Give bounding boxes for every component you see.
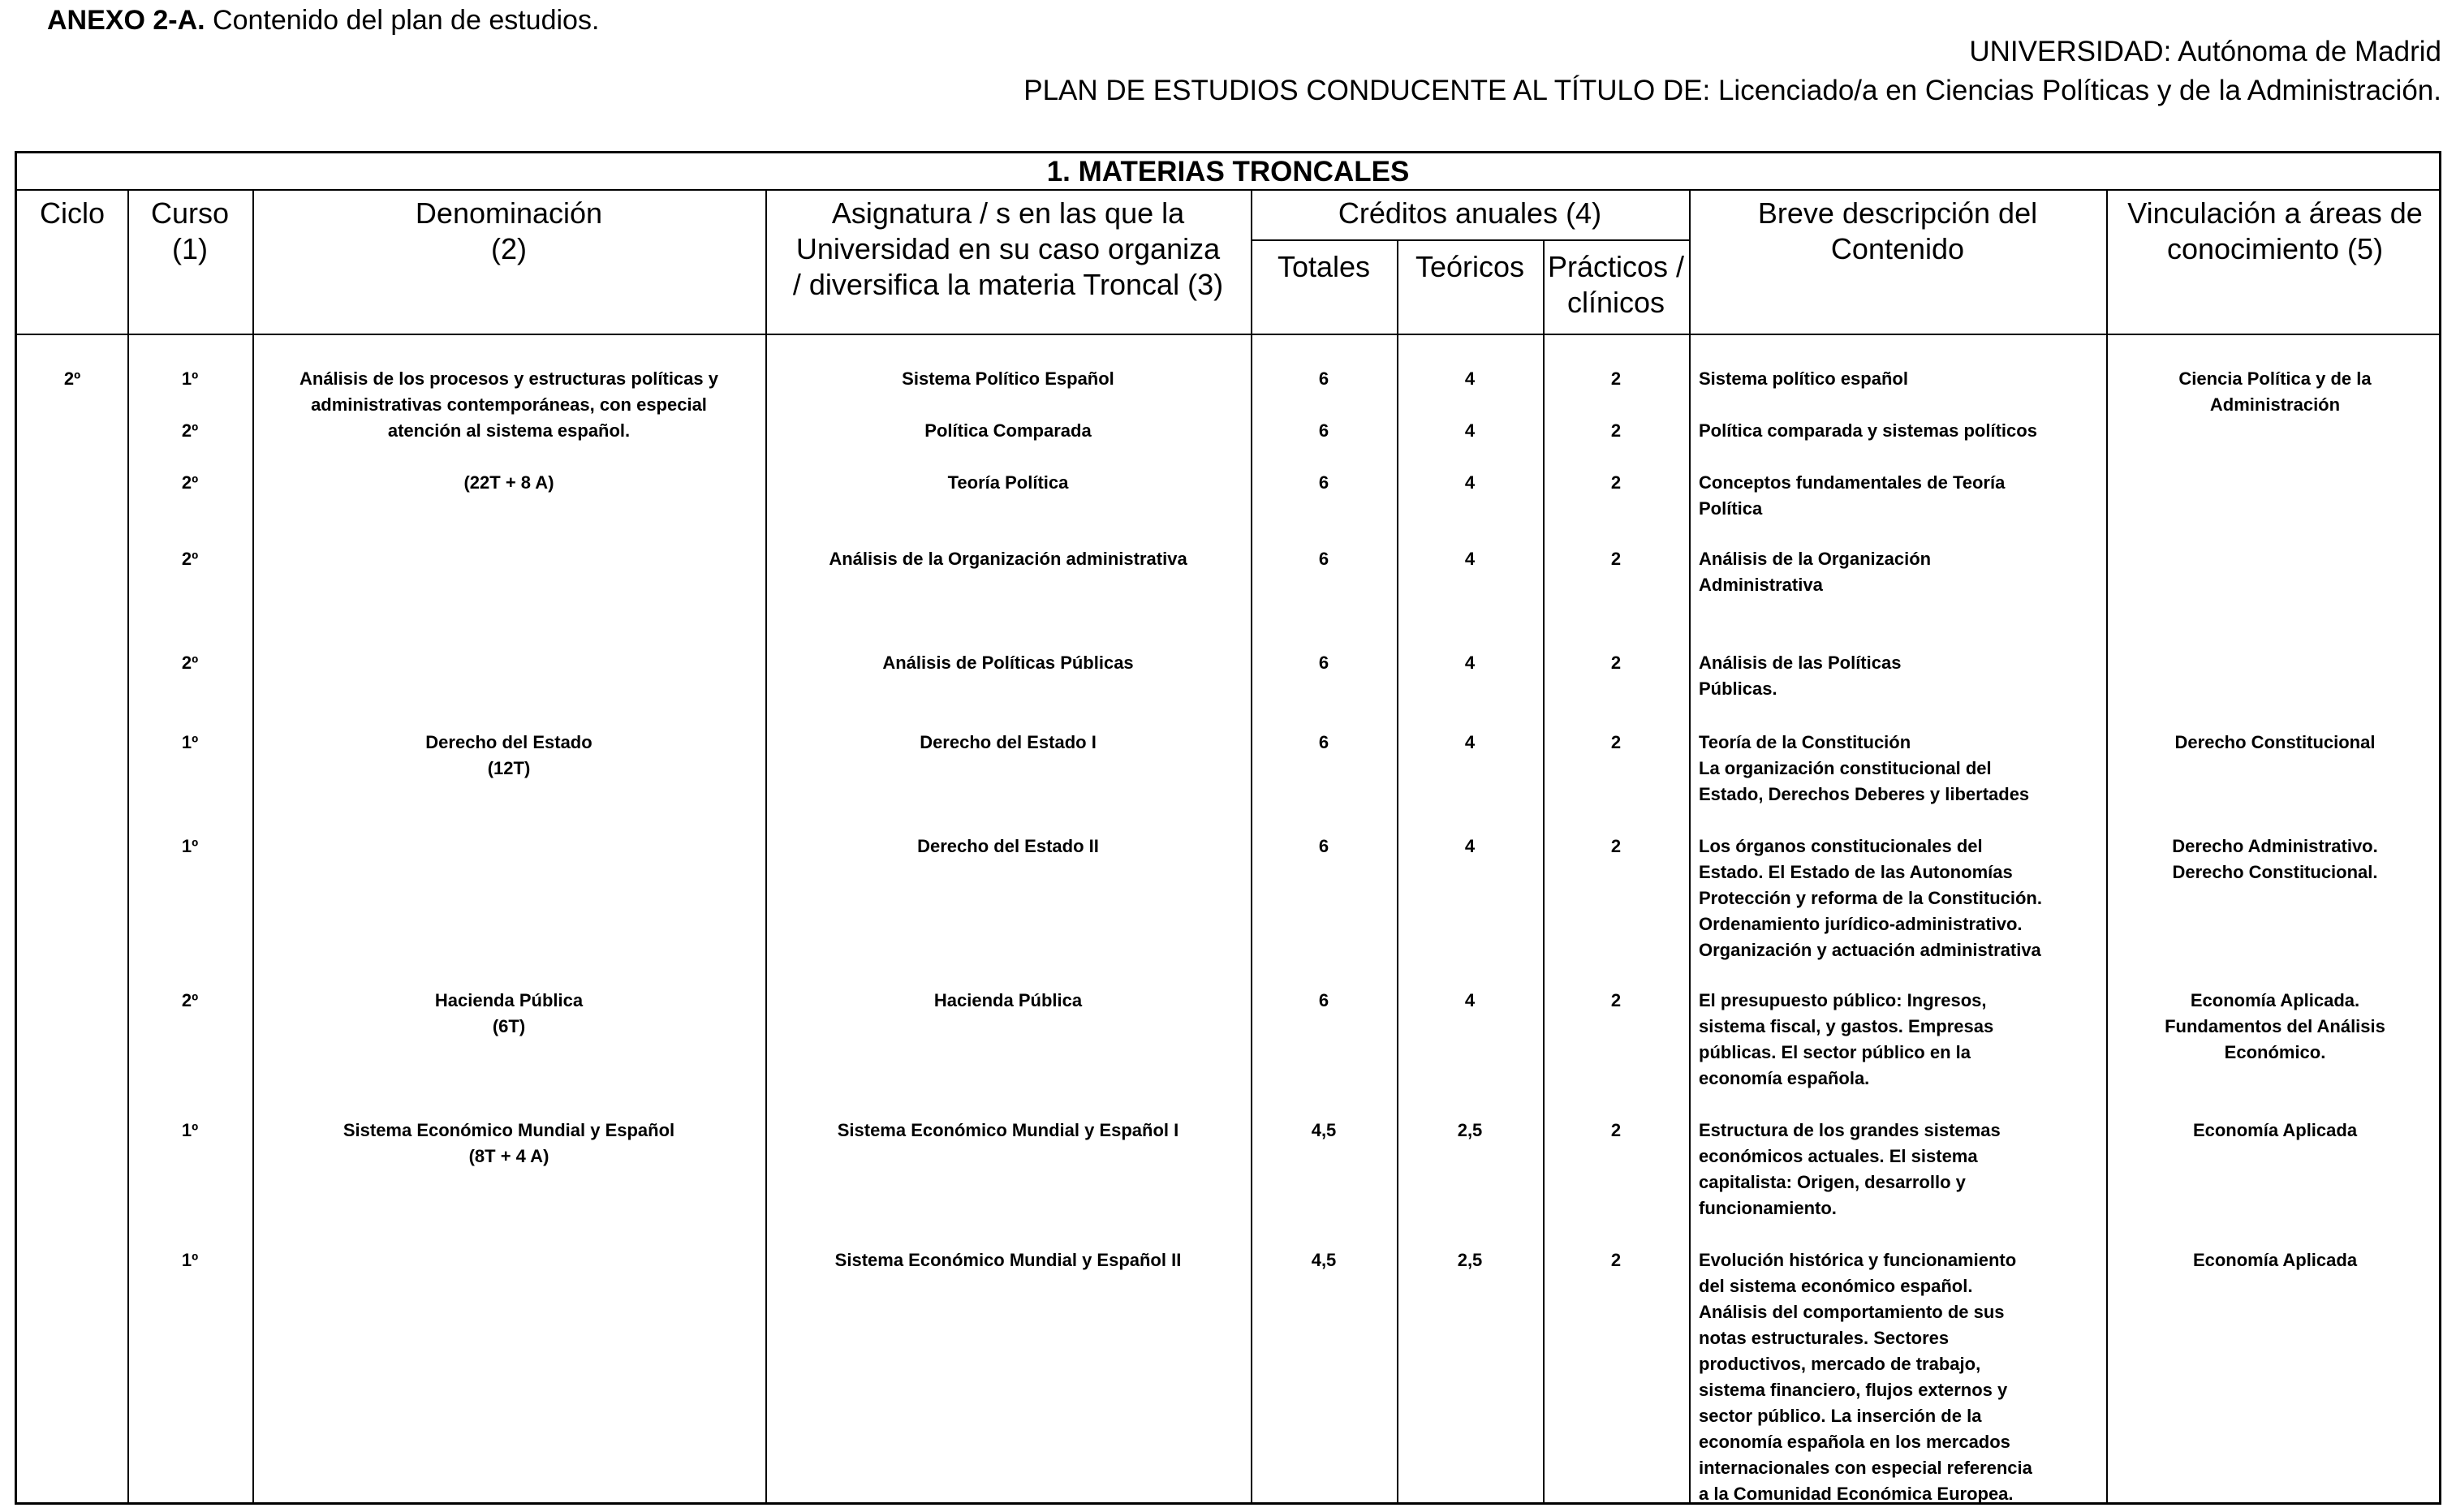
row-teoricos: 4 — [1464, 549, 1476, 569]
row-asignatura: Análisis de la Organización administrativa — [829, 549, 1187, 569]
header-curso: Curso (1) — [150, 196, 230, 265]
header-divider — [17, 334, 2439, 335]
row-descripcion: Política comparada y sistemas políticos — [1699, 420, 2037, 441]
header-asignatura: Asignatura / s en las que la Universidad en su caso organiza / diversifica la materia Troncal (3) — [792, 196, 1224, 301]
row-descripcion: Los órganos constitucionales del Estado. El Estado de las Autonomías Protección y reforma de la Constitución. Ordenamiento jurídico-administrativo. Organización y actuación administrativa — [1699, 836, 2042, 960]
row-descripcion: Análisis de las Políticas Públicas. — [1699, 653, 1902, 699]
annex-text: Contenido del plan de estudios. — [213, 5, 600, 36]
row-descripcion: Estructura de los grandes sistemas económicos actuales. El sistema capitalista: Origen, desarrollo y funcionamiento. — [1699, 1120, 2001, 1218]
plan-line: PLAN DE ESTUDIOS CONDUCENTE AL TÍTULO DE: Licenciado/a en Ciencias Políticas y de la Administración. — [1023, 75, 2441, 106]
row-totales: 4,5 — [1311, 1120, 1337, 1140]
header-totales: Totales — [1277, 250, 1371, 283]
row-curso: 2º — [181, 472, 199, 493]
row-practicos: 2 — [1610, 472, 1622, 493]
header-creditos: Créditos anuales (4) — [1338, 196, 1602, 230]
row-descripcion: Conceptos fundamentales de Teoría Política — [1699, 472, 2006, 519]
row-teoricos: 4 — [1464, 836, 1476, 856]
row-teoricos: 4 — [1464, 472, 1476, 493]
row-denominacion: (22T + 8 A) — [463, 472, 554, 493]
row-totales: 6 — [1318, 990, 1329, 1010]
header-teoricos: Teóricos — [1415, 250, 1525, 283]
row-practicos: 2 — [1610, 653, 1622, 673]
row-asignatura: Sistema Político Español — [902, 368, 1114, 389]
row-teoricos: 4 — [1464, 653, 1476, 673]
row-vinculacion: Derecho Administrativo. Derecho Constitucional. — [2172, 836, 2378, 882]
row-asignatura: Sistema Económico Mundial y Español II — [834, 1250, 1182, 1270]
row-practicos: 2 — [1610, 368, 1622, 389]
row-asignatura: Derecho del Estado II — [917, 836, 1099, 856]
row-asignatura: Hacienda Pública — [933, 990, 1083, 1010]
row-practicos: 2 — [1610, 420, 1622, 441]
row-teoricos: 4 — [1464, 990, 1476, 1010]
row-asignatura: Análisis de Políticas Públicas — [882, 653, 1134, 673]
header-ciclo: Ciclo — [39, 196, 105, 230]
row-vinculacion: Economía Aplicada — [2192, 1120, 2358, 1140]
row-descripcion: Teoría de la Constitución La organización constitucional del Estado, Derechos Deberes y libertades — [1699, 732, 2030, 804]
row-totales: 6 — [1318, 653, 1329, 673]
row-denominacion: Derecho del Estado (12T) — [425, 732, 592, 778]
row-totales: 6 — [1318, 549, 1329, 569]
row-asignatura: Política Comparada — [924, 420, 1092, 441]
row-teoricos: 2,5 — [1457, 1120, 1483, 1140]
row-curso: 1º — [181, 368, 199, 389]
row-asignatura: Derecho del Estado I — [920, 732, 1097, 752]
row-vinculacion: Economía Aplicada — [2192, 1250, 2358, 1270]
row-descripcion: Análisis de la Organización Administrativa — [1699, 549, 1932, 595]
row-vinculacion: Derecho Constitucional — [2174, 732, 2376, 752]
row-curso: 1º — [181, 732, 199, 752]
row-totales: 4,5 — [1311, 1250, 1337, 1270]
row-curso: 2º — [181, 549, 199, 569]
row-teoricos: 2,5 — [1457, 1250, 1483, 1270]
row-descripcion: El presupuesto público: Ingresos, sistema fiscal, y gastos. Empresas públicas. El sector público en la economía española. — [1699, 990, 1994, 1088]
row-curso: 1º — [181, 1250, 199, 1270]
row-practicos: 2 — [1610, 549, 1622, 569]
row-asignatura: Teoría Política — [947, 472, 1069, 493]
annex-heading — [47, 5, 599, 37]
row-teoricos: 4 — [1464, 732, 1476, 752]
header-vinculacion: Vinculación a áreas de conocimiento (5) — [2127, 196, 2423, 265]
row-curso: 1º — [181, 836, 199, 856]
row-curso: 2º — [181, 420, 199, 441]
row-descripcion: Evolución histórica y funcionamiento del sistema económico español. Análisis del comportamiento de sus notas estructurales. Sectores productivos, mercado de trabajo, sistema financiero, flujos externos y sector público. La inserción de la economía española en los mercados internacionales con especial referencia a la Comunidad Económica Europea. — [1699, 1250, 2032, 1504]
row-practicos: 2 — [1610, 1250, 1622, 1270]
materias-troncales-table — [15, 151, 2441, 1505]
row-totales: 6 — [1318, 368, 1329, 389]
row-denominacion: Sistema Económico Mundial y Español (8T + 4 A) — [343, 1120, 675, 1166]
row-asignatura: Sistema Económico Mundial y Español I — [837, 1120, 1179, 1140]
row-curso: 2º — [181, 653, 199, 673]
header-descripcion: Breve descripción del Contenido — [1757, 196, 2038, 265]
column-divider — [1689, 189, 1691, 1502]
header-denominacion: Denominación (2) — [415, 196, 603, 265]
row-denominacion: Análisis de los procesos y estructuras políticas y administrativas contemporáneas, con especial atención al sistema español. — [299, 368, 718, 441]
row-denominacion: Hacienda Pública (6T) — [434, 990, 584, 1036]
row-vinculacion: Ciencia Política y de la Administración — [2178, 368, 2372, 415]
header-practicos: Prácticos / clínicos — [1547, 250, 1685, 319]
row-curso: 2º — [181, 990, 199, 1010]
university-line: UNIVERSIDAD: Autónoma de Madrid — [1969, 36, 2441, 67]
ciclo-value: 2º — [63, 368, 81, 389]
row-descripcion: Sistema político español — [1699, 368, 1908, 389]
row-practicos: 2 — [1610, 836, 1622, 856]
creditos-subdivider — [1251, 239, 1689, 241]
row-totales: 6 — [1318, 472, 1329, 493]
row-totales: 6 — [1318, 732, 1329, 752]
annex-label: ANEXO 2-A. — [47, 5, 205, 36]
row-practicos: 2 — [1610, 990, 1622, 1010]
row-practicos: 2 — [1610, 732, 1622, 752]
row-totales: 6 — [1318, 836, 1329, 856]
row-teoricos: 4 — [1464, 368, 1476, 389]
row-totales: 6 — [1318, 420, 1329, 441]
table-title: 1. MATERIAS TRONCALES — [17, 153, 2439, 191]
row-vinculacion: Economía Aplicada. Fundamentos del Análisis Económico. — [2165, 990, 2385, 1062]
row-teoricos: 4 — [1464, 420, 1476, 441]
row-practicos: 2 — [1610, 1120, 1622, 1140]
row-curso: 1º — [181, 1120, 199, 1140]
